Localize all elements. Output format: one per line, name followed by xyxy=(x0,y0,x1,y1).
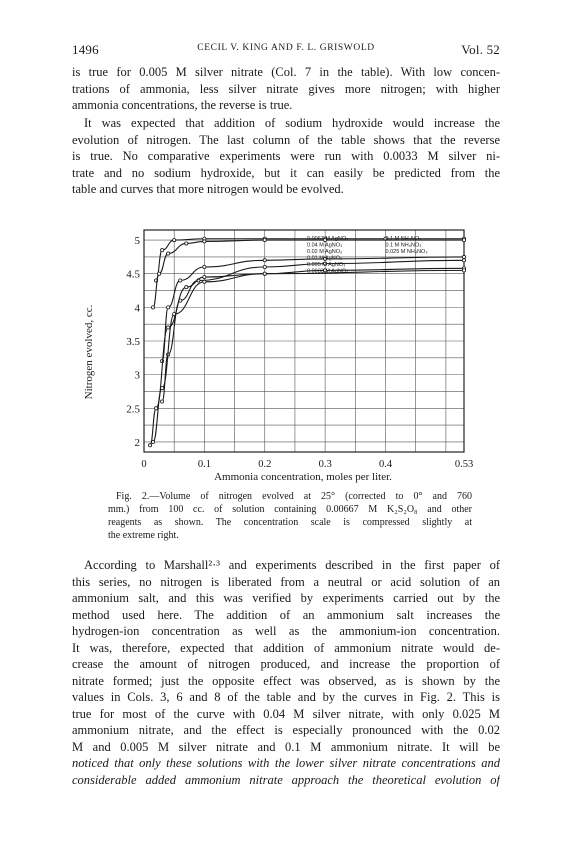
text-line: values in Cols. 3, 6 and 8 of the table and by the curves in Fig. 2. This is xyxy=(72,690,500,704)
data-point xyxy=(462,255,465,258)
text-line: hydrogen-ion concentration as well as the ammonium-ion concentration. xyxy=(72,624,500,638)
data-point xyxy=(263,265,266,268)
y-tick-label: 3.5 xyxy=(126,336,140,348)
data-point xyxy=(203,240,206,243)
y-tick-label: 5 xyxy=(134,235,140,248)
data-point xyxy=(462,269,465,272)
text-line: ammonium salt, and this was verified by experiments carried out by the xyxy=(72,591,500,605)
text-line: crease the amount of nitrogen produced, and increase the proportion of xyxy=(72,657,500,671)
text-line: It was, therefore, expected that addition of ammonium nitrate would de- xyxy=(72,640,500,655)
figure-2-chart xyxy=(72,222,492,484)
data-point xyxy=(462,259,465,262)
legend-entry: 0.025 M NH₄NO₃ xyxy=(385,249,428,255)
text-line: method used here. The addition of an ammonium salt increases the xyxy=(72,607,500,622)
caption-line: the extreme right. xyxy=(108,530,179,541)
text-line: nitrate formed; just the opposite effect was observed, as is shown by the xyxy=(72,673,500,688)
legend-entry: 0.01 M AgNO₃ xyxy=(307,255,343,262)
caption-line: reagents as shown. The concentration scale is compressed slightly at xyxy=(108,517,472,528)
data-point xyxy=(154,407,157,410)
volume-label: Vol. 52 xyxy=(461,42,500,57)
text-line: is true. No comparative experiments were run with 0.0033 M silver ni- xyxy=(72,149,500,163)
data-point xyxy=(185,242,188,245)
x-tick-label: 0.3 xyxy=(318,459,332,470)
x-tick-label: 0.1 xyxy=(197,459,211,470)
x-tick-label: 0 xyxy=(141,459,147,470)
data-point xyxy=(173,238,176,241)
x-tick-label: 0.4 xyxy=(378,459,393,470)
text-line: M and 0.005 M silver nitrate and 0.1 M ammonium nitrate. It will be xyxy=(72,739,500,754)
text-line: noticed that only these solutions with the lower silver nitrate concentrations and xyxy=(72,756,500,770)
legend-entry: 0.04 M AgNO₃ xyxy=(307,242,343,249)
text-line: is true for 0.005 M silver nitrate (Col. 7 in the table). With low concen- xyxy=(72,65,500,79)
data-point xyxy=(167,252,170,255)
data-point xyxy=(263,259,266,262)
y-tick-label: 2 xyxy=(134,436,140,449)
data-point xyxy=(161,400,164,403)
caption-line: mm.) from 100 cc. of solution containing 0.00667 M K₂S₂O₈ and other xyxy=(108,504,472,515)
series-curve-5 xyxy=(153,268,464,442)
caption-line: Fig. 2.—Volume of nitrogen evolved at 25° (corrected to 0° and 760 xyxy=(116,491,472,502)
data-point xyxy=(185,286,188,289)
data-point xyxy=(263,272,266,275)
legend-entry: 0.0033 M AgNO₃ xyxy=(307,268,349,275)
figure-caption xyxy=(108,490,472,542)
x-axis-label: Ammonia concentration, moles per liter. xyxy=(214,471,392,483)
chart-grid xyxy=(144,230,464,452)
paragraph-3 xyxy=(72,557,500,788)
text-line: trate and no sodium hydroxide, but it can easily be predicted from the xyxy=(72,165,500,180)
text-line: ammonia concentrations, the reverse is true. xyxy=(72,98,293,112)
data-point xyxy=(462,238,465,241)
text-line: considerable added ammonium nitrate approach the theoretical evolution of xyxy=(72,772,500,787)
text-line: this series, no nitrogen is liberated from a neutral or acid solution of an xyxy=(72,574,500,589)
legend-entry: 0.1 M NH₄NO₃ xyxy=(385,242,422,249)
text-line: evolution of nitrogen. The last column of the table shows that the reverse xyxy=(72,132,500,147)
y-axis-label: Nitrogen evolved, cc. xyxy=(83,304,95,400)
data-point xyxy=(167,306,170,309)
x-tick-label: 0.2 xyxy=(258,459,272,470)
data-point xyxy=(157,272,160,275)
paragraph-2 xyxy=(72,115,500,198)
data-point xyxy=(203,265,206,268)
y-tick-label: 3 xyxy=(134,369,140,382)
data-point xyxy=(203,280,206,283)
data-point xyxy=(161,249,164,252)
text-line: It was expected that addition of sodium hydroxide would increase the xyxy=(84,116,500,130)
legend-entry: 0.0067 M AgNO₃ xyxy=(307,236,349,242)
y-tick-label: 4 xyxy=(134,302,140,315)
page-number: 1496 xyxy=(72,42,99,57)
data-point xyxy=(167,326,170,329)
text-line: trations of ammonia, less silver nitrate gives more nitrogen; with higher xyxy=(72,81,500,96)
data-point xyxy=(179,279,182,282)
data-point xyxy=(148,444,151,447)
y-tick-label: 2.5 xyxy=(126,403,140,416)
x-tick-label: 0.53 xyxy=(454,459,474,470)
legend-entry: 0.1 M NH₄NO₃ xyxy=(385,236,422,242)
data-point xyxy=(151,306,154,309)
legend-entry: 0.005 M AgNO₃ xyxy=(307,262,346,268)
data-point xyxy=(263,238,266,241)
data-point xyxy=(203,275,206,278)
legend-entry: 0.02 M AgNO₃ xyxy=(307,249,343,255)
paragraph-1 xyxy=(72,64,500,114)
text-line: ammonium nitrate, and the effect is especially pronounced with the 0.02 xyxy=(72,723,500,737)
running-title: CECIL V. KING AND F. L. GRISWOLD xyxy=(197,43,375,53)
text-line: true for most of the curve with 0.04 M silver nitrate, with only 0.025 M xyxy=(72,706,500,721)
y-tick-label: 4.5 xyxy=(126,268,140,281)
text-line: table and curves that more nitrogen would be evolved. xyxy=(72,182,344,196)
text-line: According to Marshall²·³ and experiments described in the first paper of xyxy=(84,558,500,572)
